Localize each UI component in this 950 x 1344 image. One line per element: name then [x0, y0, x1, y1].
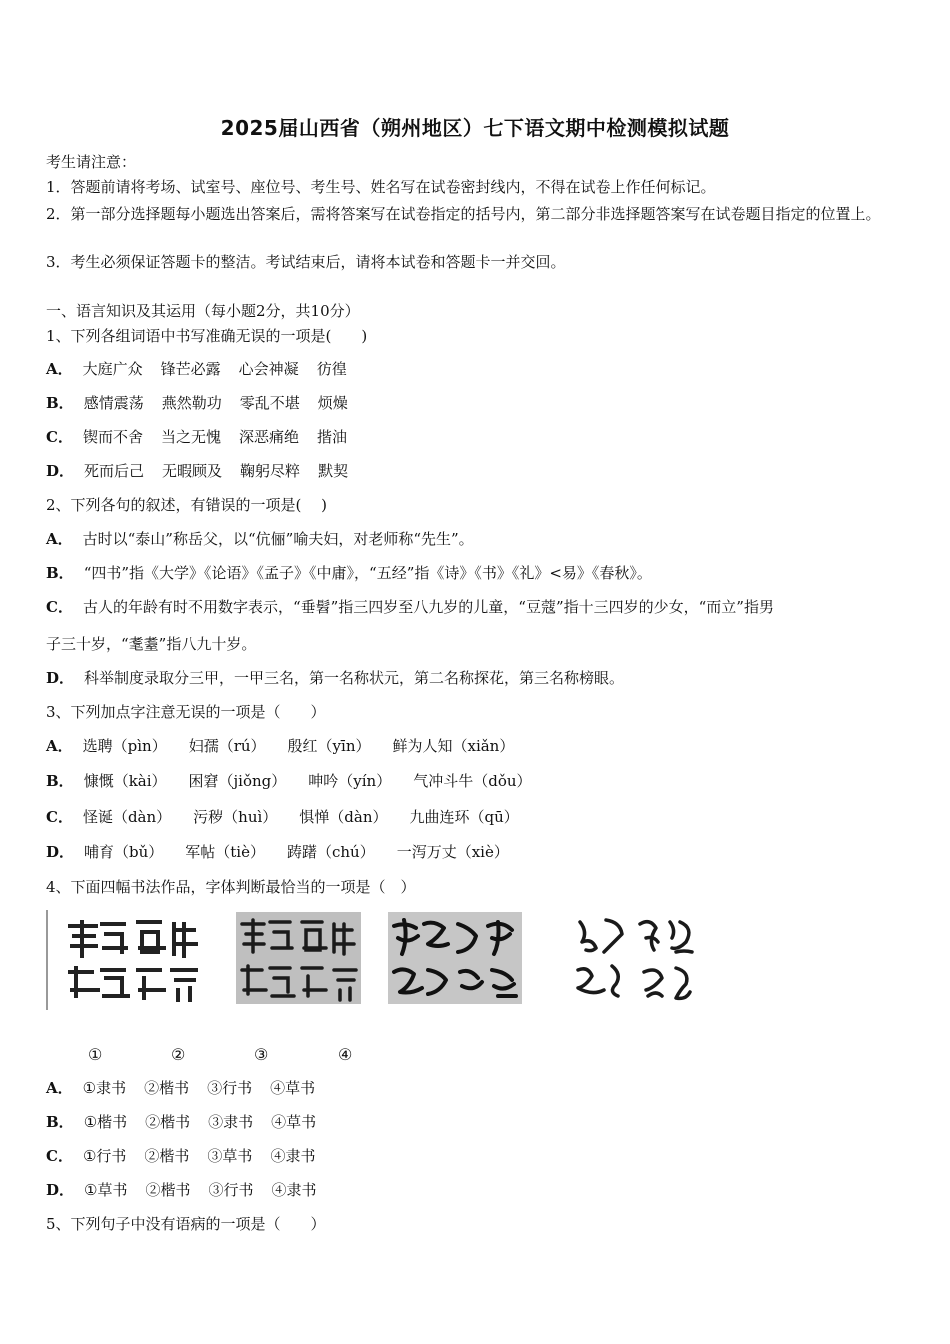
option-label: B． — [46, 1113, 74, 1131]
question-2-option-c-continued: 子三十岁，“耄耋”指八九十岁。 — [46, 635, 257, 653]
option-word: 呻吟（yín） — [308, 772, 392, 790]
option-word: 选聘（pìn） — [82, 737, 167, 755]
question-3-option-b[interactable] — [46, 771, 550, 791]
notice-item-1: 1．答题前请将考场、试室号、座位号、考生号、姓名写在试卷密封线内，不得在试卷上作任何标记。 — [46, 178, 716, 196]
option-word: 慷慨（kài） — [83, 772, 167, 790]
question-2-option-b[interactable] — [46, 563, 652, 583]
option-word: 军帖（tiè） — [185, 843, 265, 861]
question-2-option-d[interactable] — [46, 668, 624, 688]
option-word: ④草书 — [270, 1079, 316, 1097]
option-label: C． — [46, 808, 73, 826]
question-1-stem: 1、下列各组词语中书写准确无误的一项是( ) — [46, 327, 368, 345]
option-label: B． — [46, 772, 74, 790]
option-word: 锋芒必露 — [160, 360, 221, 378]
option-label: D． — [46, 843, 75, 861]
calligraphy-sample-4 — [572, 908, 704, 1008]
option-label: D． — [46, 669, 75, 687]
calligraphy-sample-1 — [62, 908, 212, 1008]
question-1-option-c[interactable] — [46, 427, 365, 447]
option-word: 惧惮（dàn） — [299, 808, 388, 826]
option-word: 锲而不舍 — [82, 428, 143, 446]
option-word: 鲜为人知（xiǎn） — [392, 737, 515, 755]
question-2-option-c[interactable] — [46, 597, 774, 617]
option-word: ③行书 — [207, 1079, 253, 1097]
question-4-option-c[interactable] — [46, 1146, 333, 1166]
question-3-option-a[interactable] — [46, 736, 532, 756]
option-word: ①草书 — [84, 1181, 128, 1199]
option-word: 深恶痛绝 — [238, 428, 299, 446]
option-word: 气冲斗牛（dǒu） — [413, 772, 532, 790]
option-word: ④草书 — [271, 1113, 317, 1131]
notice-heading: 考生请注意： — [46, 153, 137, 171]
option-text: 科举制度录取分三甲，一甲三名，第一名称状元，第二名称探花，第三名称榜眼。 — [84, 669, 625, 687]
option-label: A． — [46, 737, 73, 755]
question-4-option-b[interactable] — [46, 1112, 334, 1132]
page-title: 2025届山西省（朔州地区）七下语文期中检测模拟试题 — [220, 116, 730, 140]
question-2-stem: 2、下列各句的叙述，有错误的一项是( ) — [46, 496, 328, 514]
section-heading: 一、语言知识及其运用（每小题2分，共10分） — [46, 302, 360, 320]
option-label: C． — [46, 1147, 73, 1165]
option-word: ①楷书 — [83, 1113, 128, 1131]
question-3-option-d[interactable] — [46, 842, 527, 862]
option-word: 当之无愧 — [160, 428, 221, 446]
option-word: 心会神凝 — [238, 360, 299, 378]
option-word: 死而后己 — [84, 462, 145, 480]
option-word: 鞠躬尽粹 — [240, 462, 301, 480]
option-label: A． — [46, 1079, 73, 1097]
option-word: 零乱不堪 — [239, 394, 300, 412]
option-word: ③草书 — [207, 1147, 253, 1165]
option-text: “四书”指《大学》《论语》《孟子》《中庸》，“五经”指《诗》《书》《礼》<易》《春秋》。 — [83, 564, 652, 582]
question-1-option-d[interactable] — [46, 461, 366, 481]
option-word: 无暇顾及 — [162, 462, 223, 480]
calligraphy-sample-3 — [388, 908, 522, 1008]
option-word: 感情震荡 — [83, 394, 144, 412]
option-word: ③隶书 — [208, 1113, 254, 1131]
option-word: ②楷书 — [145, 1181, 191, 1199]
option-word: 妇孺（rú） — [188, 737, 266, 755]
option-word: 彷徨 — [316, 360, 347, 378]
question-3-option-c[interactable] — [46, 807, 537, 827]
question-2-option-a[interactable] — [46, 529, 474, 549]
calligraphy-number-1: ① — [88, 1045, 103, 1064]
option-word: ③行书 — [208, 1181, 254, 1199]
calligraphy-sample-2 — [236, 908, 361, 1008]
option-label: C． — [46, 598, 73, 616]
question-4-option-a[interactable] — [46, 1078, 333, 1098]
image-edge — [46, 910, 48, 1010]
option-word: ④隶书 — [270, 1147, 316, 1165]
calligraphy-number-3: ③ — [254, 1045, 269, 1064]
option-word: 殷红（yīn） — [287, 737, 371, 755]
option-word: ④隶书 — [271, 1181, 317, 1199]
notice-item-3: 3．考生必须保证答题卡的整洁。考试结束后，请将本试卷和答题卡一并交回。 — [46, 253, 566, 271]
calligraphy-number-2: ② — [171, 1045, 186, 1064]
option-word: ②楷书 — [144, 1147, 190, 1165]
option-word: ①行书 — [82, 1147, 127, 1165]
question-1-option-a[interactable] — [46, 359, 365, 379]
option-word: 怪诞（dàn） — [82, 808, 172, 826]
option-word: 大庭广众 — [82, 360, 143, 378]
option-label: B． — [46, 394, 74, 412]
option-word: 烦燥 — [317, 394, 348, 412]
option-label: D． — [46, 462, 75, 480]
question-3-stem: 3、下列加点字注意无误的一项是（ ） — [46, 703, 326, 721]
option-label: D． — [46, 1181, 75, 1199]
calligraphy-number-4: ④ — [338, 1045, 353, 1064]
option-word: 揩油 — [317, 428, 348, 446]
option-word: 燕然勒功 — [161, 394, 222, 412]
option-word: 九曲连环（qū） — [409, 808, 519, 826]
option-word: 一泻万丈（xiè） — [396, 843, 509, 861]
option-label: B． — [46, 564, 74, 582]
option-word: ②楷书 — [145, 1113, 191, 1131]
option-word: 踌躇（chú） — [286, 843, 375, 861]
question-4-stem: 4、下面四幅书法作品，字体判断最恰当的一项是（ ） — [46, 878, 416, 896]
option-label: A． — [46, 360, 73, 378]
option-label: C． — [46, 428, 73, 446]
option-text: 古人的年龄有时不用数字表示，“垂髫”指三四岁至八九岁的儿童，“豆蔻”指十三四岁的少女，“而立”指男 — [82, 598, 774, 616]
question-5-stem: 5、下列句子中没有语病的一项是（ ） — [46, 1215, 326, 1233]
option-text: 古时以“泰山”称岳父，以“伉俪”喻夫妇，对老师称“先生”。 — [82, 530, 474, 548]
notice-item-2: 2．第一部分选择题每小题选出答案后，需将答案写在试卷指定的括号内，第二部分非选择题答案写在试卷题目指定的位置上。 — [46, 205, 881, 223]
option-word: 困窘（jiǒng） — [188, 772, 287, 790]
question-1-option-b[interactable] — [46, 393, 366, 413]
option-word: 默契 — [318, 462, 349, 480]
option-word: 哺育（bǔ） — [84, 843, 164, 861]
question-4-option-d[interactable] — [46, 1180, 335, 1200]
option-word: 污秽（huì） — [193, 808, 278, 826]
option-label: A． — [46, 530, 73, 548]
option-word: ①隶书 — [82, 1079, 127, 1097]
option-word: ②楷书 — [144, 1079, 190, 1097]
